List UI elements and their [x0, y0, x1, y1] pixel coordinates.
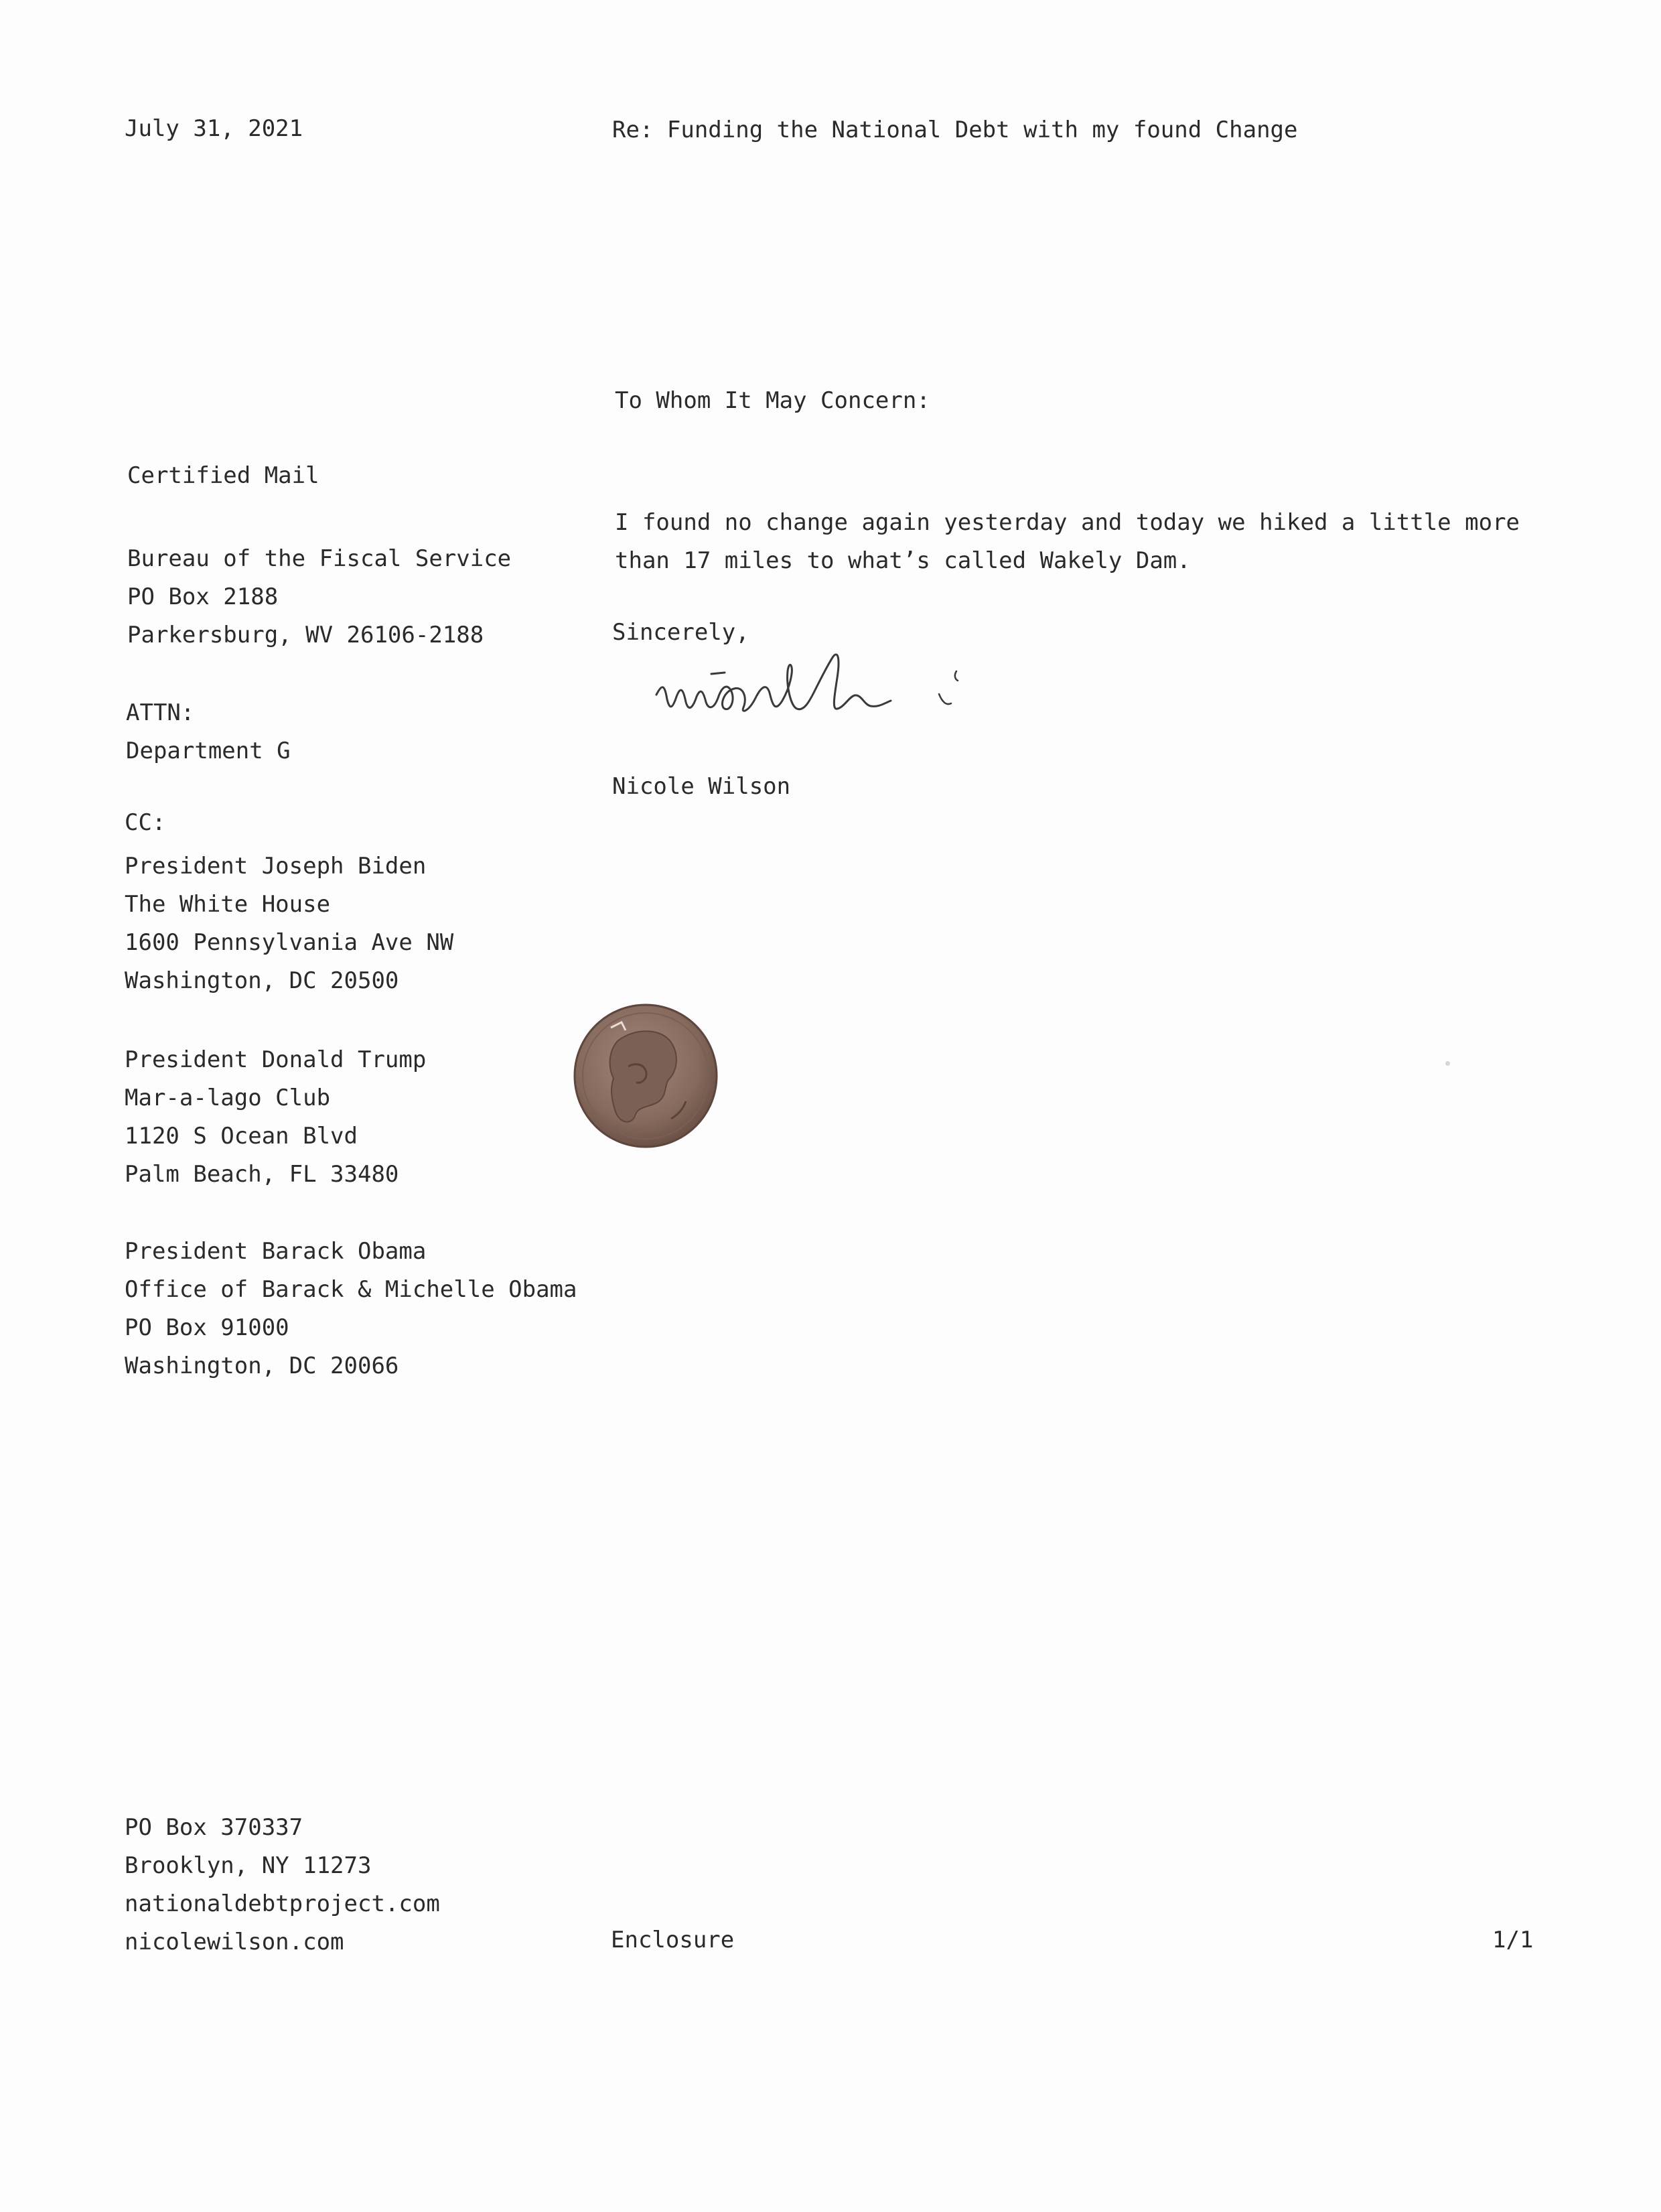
address-line: President Donald Trump: [125, 1046, 427, 1073]
salutation: To Whom It May Concern:: [615, 387, 930, 414]
attention-label: ATTN:: [126, 699, 195, 726]
letter-subject: Re: Funding the National Debt with my found Change: [612, 117, 1298, 143]
mail-class: Certified Mail: [127, 462, 319, 489]
attention-value: Department G: [126, 738, 291, 764]
signer-name: Nicole Wilson: [612, 773, 791, 800]
letter-body: [615, 504, 1520, 580]
address-line: Brooklyn, NY 11273: [125, 1852, 372, 1879]
address-line: Parkersburg, WV 26106-2188: [127, 622, 484, 648]
body-line: I found no change again yesterday and today we hiked a little more: [615, 509, 1520, 536]
address-line: Washington, DC 20066: [125, 1353, 399, 1379]
enclosure-label: Enclosure: [611, 1927, 735, 1953]
letter-date: July 31, 2021: [125, 115, 303, 142]
address-line: 1120 S Ocean Blvd: [125, 1123, 358, 1150]
website-link[interactable]: nicolewilson.com: [125, 1929, 344, 1955]
attention-block: [126, 694, 291, 770]
address-line: PO Box 2188: [127, 583, 279, 610]
closing: Sincerely,: [612, 619, 749, 646]
scan-speck: [1445, 1061, 1450, 1066]
website-link[interactable]: nationaldebtproject.com: [125, 1890, 440, 1917]
recipient-address: [127, 540, 511, 654]
penny-coin-image: [571, 1001, 721, 1151]
cc-label: CC:: [125, 809, 166, 836]
body-line: than 17 miles to what’s called Wakely Dam.: [615, 547, 1191, 574]
address-line: Mar-a-lago Club: [125, 1085, 331, 1111]
page-number: 1/1: [1492, 1927, 1534, 1953]
address-line: Washington, DC 20500: [125, 967, 399, 994]
address-line: PO Box 370337: [125, 1814, 303, 1841]
address-line: Office of Barack & Michelle Obama: [125, 1276, 577, 1303]
cc-recipient: [125, 847, 453, 1000]
cc-recipient: [125, 1041, 426, 1194]
signature-image: [643, 644, 991, 745]
address-line: Bureau of the Fiscal Service: [127, 545, 512, 572]
address-line: President Joseph Biden: [125, 853, 427, 880]
return-address: [125, 1809, 440, 1961]
address-line: 1600 Pennsylvania Ave NW: [125, 929, 454, 956]
address-line: PO Box 91000: [125, 1314, 289, 1341]
cc-recipient: [125, 1233, 577, 1385]
address-line: Palm Beach, FL 33480: [125, 1161, 399, 1188]
address-line: President Barack Obama: [125, 1238, 427, 1265]
address-line: The White House: [125, 891, 331, 918]
